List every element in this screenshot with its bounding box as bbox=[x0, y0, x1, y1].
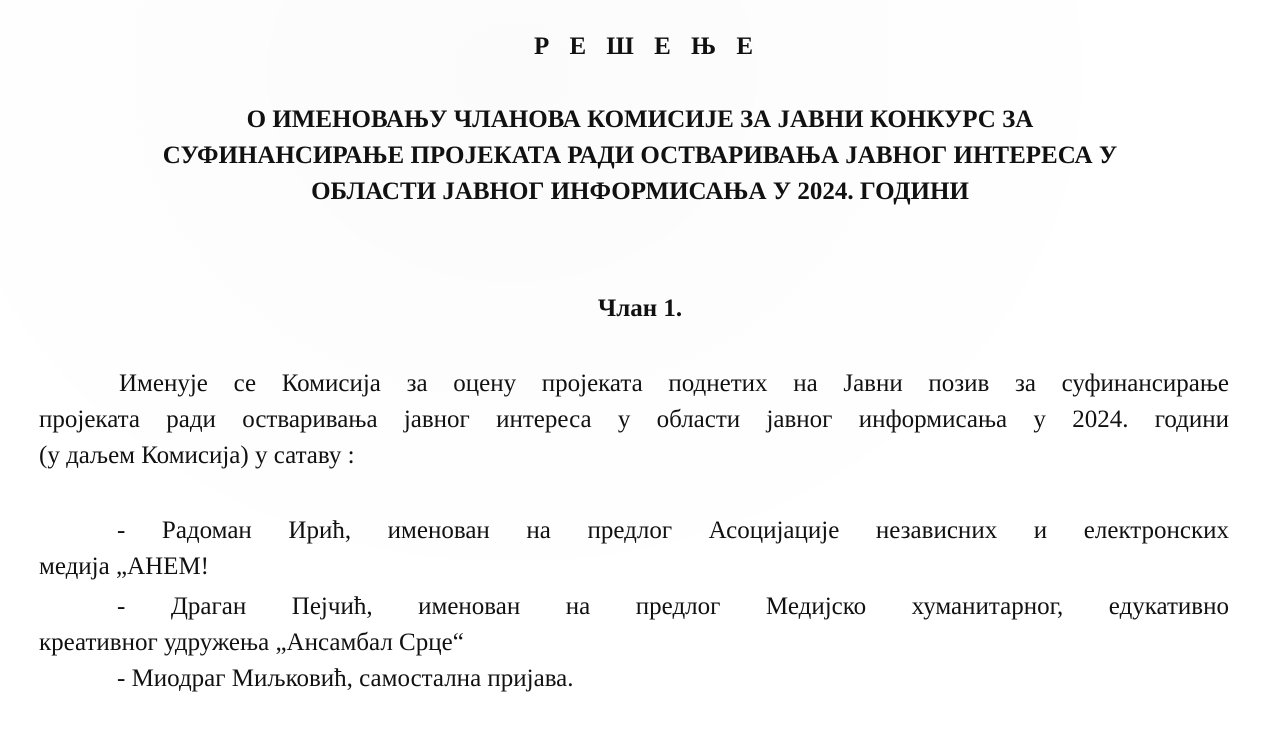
member-1-line-2: медија „АНЕМ! bbox=[39, 553, 210, 580]
decision-subject bbox=[0, 102, 1280, 210]
appointment-paragraph bbox=[39, 366, 1229, 474]
paragraph-line-1: Именује се Комисија за оцену пројеката поднетих на Јавни позив за суфинансирање bbox=[119, 370, 1229, 397]
member-2-line-2: креативног удружења „Ансамбал Срце“ bbox=[39, 629, 464, 656]
member-1-line-1: - Радоман Ирић, именован на предлог Асоцијације независних и електронских bbox=[117, 517, 1229, 544]
subject-line-2: СУФИНАНСИРАЊЕ ПРОЈЕКАТА РАДИ ОСТВАРИВАЊА ЈАВНОГ ИНТЕРЕСА У bbox=[162, 142, 1118, 169]
member-2-line-1: - Драган Пејчић, именован на предлог Медијско хуманитарног, едукативно bbox=[117, 593, 1229, 620]
member-item-irić bbox=[39, 513, 1229, 585]
member-3-line-1: - Миодраг Миљковић, самостална пријава. bbox=[117, 665, 574, 692]
subject-line-3: ОБЛАСТИ ЈАВНОГ ИНФОРМИСАЊА У 2024. ГОДИНИ bbox=[311, 178, 969, 205]
member-item-pejčić bbox=[39, 589, 1229, 661]
decision-title: Р Е Ш Е Њ Е bbox=[533, 33, 761, 60]
article-heading: Члан 1. bbox=[597, 295, 683, 322]
subject-line-1: О ИМЕНОВАЊУ ЧЛАНОВА КОМИСИЈЕ ЗА ЈАВНИ КОНКУРС ЗА bbox=[246, 106, 1034, 133]
paragraph-line-3: (у даљем Комисија) у сатаву : bbox=[39, 442, 355, 469]
paragraph-line-2: пројеката ради остваривања јавног интереса у области јавног информисања у 2024. години bbox=[39, 406, 1229, 433]
member-item-miljković bbox=[39, 661, 1229, 697]
